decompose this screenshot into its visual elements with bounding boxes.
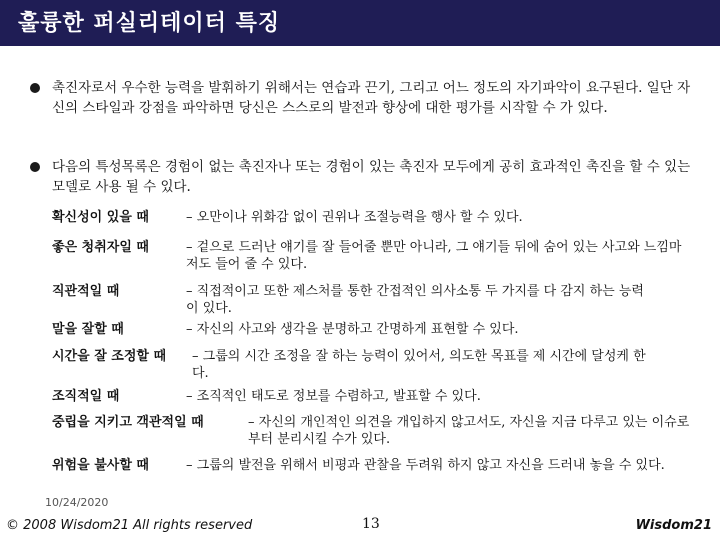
bullet-item-1 <box>30 78 695 118</box>
copyright-text: © 2008 Wisdom21 All rights reserved <box>6 518 253 533</box>
bullet-item-2 <box>30 157 695 197</box>
bullet-text: 촉진자로서 우수한 능력을 발휘하기 위해서는 연습과 끈기, 그리고 어느 정도의 자기파악이 요구된다. 일단 자신의 스타일과 강점을 파악하면 당신은 스스로의 발전과 향상에 대한 평가를 시작할 수 가 있다. <box>52 80 691 116</box>
brand-name: Wisdom21 <box>635 518 712 533</box>
page-number: 13 <box>362 516 380 532</box>
footer-date: 10/24/2020 <box>45 496 109 509</box>
bullet-dot-icon <box>30 162 40 172</box>
trait-desc: – 오만이나 위화감 없이 권위나 조절능력을 행사 할 수 있다. <box>186 210 523 225</box>
trait-term: 직관적일 때 <box>52 284 120 299</box>
slide-title: 훌륭한 퍼실리테이터 특징 <box>18 11 281 36</box>
trait-desc: – 그룹의 시간 조정을 잘 하는 능력이 있어서, 의도한 목표를 제 시간에 달성케 한다. <box>192 349 646 381</box>
bullet-text: 다음의 특성목록은 경험이 없는 촉진자나 또는 경험이 있는 촉진자 모두에게 공히 효과적인 촉진을 할 수 있는 모델로 사용 될 수 있다. <box>52 159 691 195</box>
title-bar <box>0 0 720 46</box>
trait-desc: – 직접적이고 또한 제스처를 통한 간접적인 의사소통 두 가지를 다 감지 하는 능력이 있다. <box>186 284 644 316</box>
trait-term: 위험을 불사할 때 <box>52 458 149 473</box>
trait-term: 중립을 지키고 객관적일 때 <box>52 415 204 430</box>
trait-term: 좋은 청취자일 때 <box>52 240 149 255</box>
bullet-dot-icon <box>30 83 40 93</box>
trait-term: 확신성이 있을 때 <box>52 210 149 225</box>
trait-term: 조직적일 때 <box>52 389 120 404</box>
trait-term: 시간을 잘 조정할 때 <box>52 349 167 364</box>
trait-desc: – 자신의 개인적인 의견을 개입하지 않고서도, 자신을 지금 다루고 있는 이슈로부터 분리시킬 수가 있다. <box>248 415 690 447</box>
trait-desc: – 자신의 사고와 생각을 분명하고 간명하게 표현할 수 있다. <box>186 322 519 337</box>
trait-desc: – 겉으로 드러난 얘기를 잘 들어줄 뿐만 아니라, 그 얘기들 뒤에 숨어 있는 사고와 느낌마저도 들어 줄 수 있다. <box>186 240 682 272</box>
trait-desc: – 그룹의 발전을 위해서 비평과 관찰을 두려워 하지 않고 자신을 드러내 놓을 수 있다. <box>186 458 665 473</box>
trait-desc: – 조직적인 태도로 정보를 수렴하고, 발표할 수 있다. <box>186 389 481 404</box>
trait-term: 말을 잘할 때 <box>52 322 124 337</box>
